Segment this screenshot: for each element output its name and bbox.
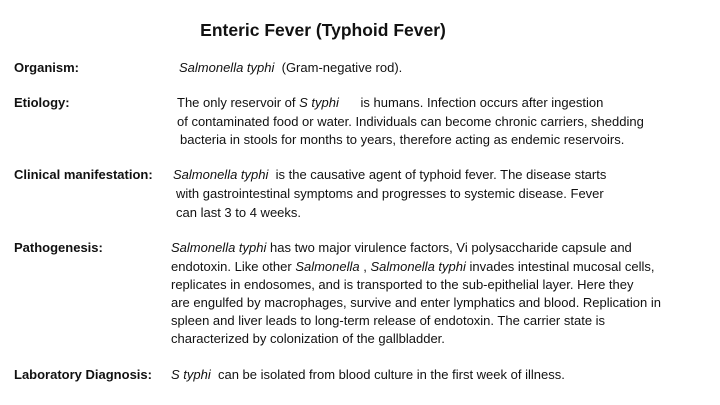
clinical-label: Clinical manifestation: bbox=[14, 167, 153, 182]
text-segment: can last 3 to 4 weeks. bbox=[176, 205, 302, 220]
diagnosis-line bbox=[171, 367, 565, 382]
text-segment: is the causative agent of typhoid fever. The disease starts bbox=[268, 167, 607, 182]
pathogenesis-line bbox=[171, 259, 654, 274]
italic-term: Salmonella bbox=[295, 259, 360, 274]
text-segment: spleen and liver leads to long-term release of endotoxin. The carrier state is bbox=[171, 313, 606, 328]
organism-line bbox=[179, 60, 402, 75]
diagnosis-label: Laboratory Diagnosis: bbox=[14, 367, 152, 382]
clinical-line bbox=[176, 186, 604, 201]
text-segment: are engulfed by macrophages, survive and enter lymphatics and blood. Replication in bbox=[171, 295, 661, 310]
italic-term: S typhi bbox=[171, 367, 211, 382]
text-segment: characterized by colonization of the gallbladder. bbox=[171, 331, 445, 346]
etiology-line bbox=[177, 95, 603, 110]
text-segment: , bbox=[359, 259, 371, 274]
text-segment: is humans. Infection occurs after ingestion bbox=[338, 95, 604, 110]
etiology-line bbox=[177, 114, 644, 129]
etiology-label: Etiology: bbox=[14, 95, 70, 110]
pathogenesis-line bbox=[171, 331, 445, 346]
text-segment: of contaminated food or water. Individuals can become chronic carriers, shedding bbox=[177, 114, 644, 129]
text-segment: endotoxin. Like other bbox=[171, 259, 296, 274]
text-segment: The only reservoir of bbox=[177, 95, 300, 110]
text-segment: bacteria in stools for months to years, therefore acting as endemic reservoirs. bbox=[180, 132, 625, 147]
etiology-line bbox=[180, 132, 624, 147]
pathogenesis-line bbox=[171, 313, 605, 328]
pathogenesis-line bbox=[171, 277, 633, 292]
italic-term: Salmonella typhi bbox=[171, 240, 267, 255]
pathogenesis-line bbox=[171, 240, 632, 255]
text-segment: can be isolated from blood culture in the first week of illness. bbox=[210, 367, 565, 382]
pathogenesis-line bbox=[171, 295, 661, 310]
clinical-line bbox=[176, 205, 301, 220]
organism-label: Organism: bbox=[14, 60, 80, 75]
text-segment: with gastrointestinal symptoms and progresses to systemic disease. Fever bbox=[176, 186, 604, 201]
slide-title: Enteric Fever (Typhoid Fever) bbox=[200, 20, 446, 40]
italic-term: Salmonella typhi bbox=[173, 167, 269, 182]
text-segment: replicates in endosomes, and is transported to the sub-epithelial layer. Here they bbox=[171, 277, 634, 292]
italic-term: Salmonella typhi bbox=[370, 259, 466, 274]
clinical-line bbox=[173, 167, 606, 182]
text-segment: invades intestinal mucosal cells, bbox=[465, 259, 655, 274]
pathogenesis-label: Pathogenesis: bbox=[14, 240, 103, 255]
italic-term: S typhi bbox=[299, 95, 339, 110]
text-segment: has two major virulence factors, Vi polysaccharide capsule and bbox=[266, 240, 632, 255]
text-segment: (Gram-negative rod). bbox=[274, 60, 403, 75]
italic-term: Salmonella typhi bbox=[179, 60, 275, 75]
